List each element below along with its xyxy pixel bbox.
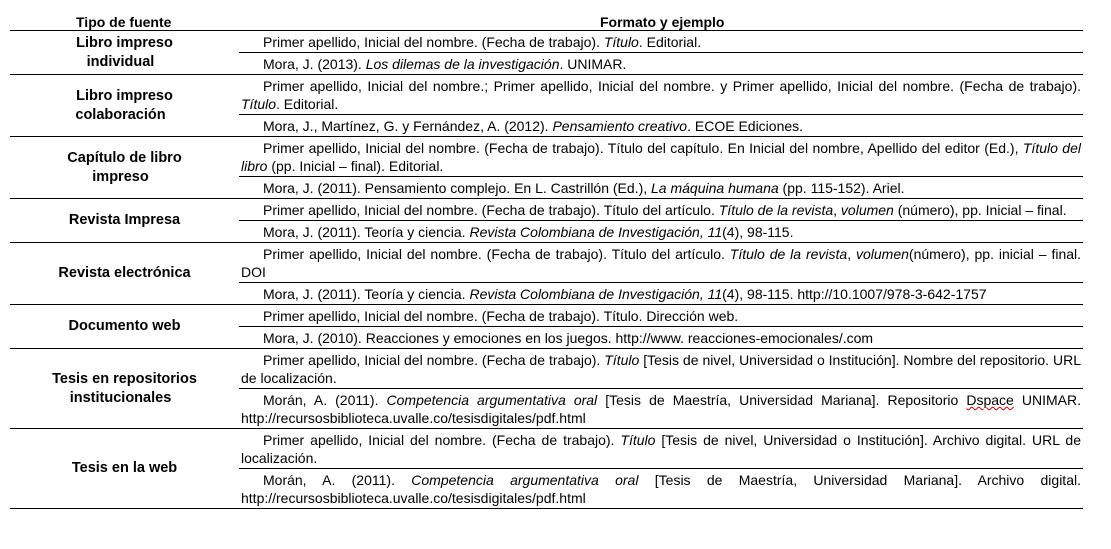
format-cell bbox=[239, 199, 1083, 221]
example-run: Competencia argumentativa oral bbox=[386, 392, 598, 408]
table-row bbox=[10, 429, 1083, 509]
table-row bbox=[10, 243, 1083, 305]
format-run: . Editorial. bbox=[276, 96, 339, 112]
example-run: Mora, J., Martínez, G. y Fernández, A. (2012). bbox=[263, 118, 553, 134]
table-row bbox=[10, 137, 1083, 199]
format-run: Título bbox=[604, 352, 640, 368]
example-cell bbox=[239, 327, 1083, 348]
source-type-line: Libro impreso bbox=[76, 34, 173, 51]
example-run: Mora, J. (2011). Pensamiento complejo. En L. Castrillón (Ed.), bbox=[263, 180, 652, 196]
source-type-line: Capítulo de libro bbox=[67, 149, 182, 166]
format-run: Título bbox=[620, 432, 656, 448]
example-run: [Tesis de Maestría, Universidad Mariana]. Repositorio bbox=[597, 392, 967, 408]
format-cell bbox=[239, 75, 1083, 115]
example-run: [Tesis de Maestría, Universidad Mariana]. Archivo digital. http://recursosbiblioteca.uvalle.co/tesisdigitales/pdf.html bbox=[241, 472, 1081, 506]
format-example-cells bbox=[239, 75, 1083, 136]
example-run: (4), 98-115. bbox=[722, 224, 794, 240]
format-run: . Editorial. bbox=[638, 34, 702, 50]
format-cell bbox=[239, 137, 1083, 177]
format-run: (pp. Inicial – final). Editorial. bbox=[267, 158, 444, 174]
example-cell bbox=[239, 115, 1083, 136]
format-run: Título de la revista bbox=[718, 202, 834, 218]
source-type-line: impreso bbox=[92, 168, 149, 185]
source-type-line: Tesis en repositorios bbox=[52, 370, 197, 387]
format-run: Título bbox=[241, 96, 277, 112]
format-run: Primer apellido, Inicial del nombre. (Fecha de trabajo). Título. Dirección web. bbox=[263, 308, 739, 324]
reference-format-table bbox=[10, 12, 1083, 509]
format-example-cells bbox=[239, 137, 1083, 198]
format-run: [Tesis de nivel, Universidad o Institución]. Archivo digital. URL de localización. bbox=[241, 432, 1082, 466]
source-type-line: Revista electrónica bbox=[58, 265, 191, 281]
source-type-line: institucionales bbox=[69, 389, 172, 406]
source-type-label bbox=[10, 243, 239, 304]
example-run: Mora, J. (2010). Reacciones y emociones en los juegos. http://www. reacciones-emocionales/.com bbox=[263, 330, 874, 346]
example-run: Mora, J. (2011). Teoría y ciencia. bbox=[263, 286, 470, 302]
example-run: Los dilemas de la investigación bbox=[365, 56, 560, 72]
format-example-cells bbox=[239, 243, 1083, 304]
example-run: Competencia argumentativa oral bbox=[411, 472, 639, 488]
format-cell bbox=[239, 243, 1083, 283]
format-run: , bbox=[833, 202, 841, 218]
example-run: La máquina humana bbox=[651, 180, 779, 196]
format-cell bbox=[239, 31, 1083, 53]
source-type-label bbox=[10, 137, 239, 198]
format-example-cells bbox=[239, 305, 1083, 348]
example-run: . UNIMAR. bbox=[559, 56, 627, 72]
format-run: (número), pp. inicial – final. DOI bbox=[241, 246, 1082, 280]
source-type-label bbox=[10, 31, 239, 74]
example-run: Mora, J. (2011). Teoría y ciencia. bbox=[263, 224, 470, 240]
table-row bbox=[10, 349, 1083, 429]
format-run: Título bbox=[603, 34, 639, 50]
format-cell bbox=[239, 305, 1083, 327]
table-header bbox=[10, 12, 1083, 31]
format-run: Primer apellido, Inicial del nombre. (Fecha de trabajo). bbox=[263, 34, 604, 50]
source-type-label bbox=[10, 305, 239, 348]
source-type-label bbox=[10, 75, 239, 136]
example-run: Revista Colombiana de Investigación, 11 bbox=[469, 224, 723, 240]
format-run: Primer apellido, Inicial del nombre.; Primer apellido, Inicial del nombre. y Primer apellido, Inicial del nombre. (Fecha de trabajo). bbox=[263, 78, 1081, 94]
header-format-example: Formato y ejemplo bbox=[600, 14, 725, 30]
format-run: Primer apellido, Inicial del nombre. (Fecha de trabajo). Título del artículo. bbox=[263, 246, 730, 262]
table-row bbox=[10, 305, 1083, 349]
format-cell bbox=[239, 349, 1083, 389]
example-cell bbox=[239, 389, 1083, 428]
example-run: Morán, A. (2011). bbox=[263, 392, 387, 408]
header-source-type: Tipo de fuente bbox=[76, 14, 172, 30]
source-type-line: Revista Impresa bbox=[68, 212, 181, 228]
table-body bbox=[10, 31, 1083, 509]
table-row bbox=[10, 75, 1083, 137]
example-cell bbox=[239, 53, 1083, 74]
format-run: volumen bbox=[840, 202, 894, 218]
format-example-cells bbox=[239, 31, 1083, 74]
example-run: Morán, A. (2011). bbox=[263, 472, 412, 488]
example-run: Pensamiento creativo bbox=[552, 118, 688, 134]
example-run: UNIMAR. http://recursosbiblioteca.uvalle.co/tesisdigitales/pdf.html bbox=[241, 392, 1082, 426]
example-cell bbox=[239, 221, 1083, 242]
example-run: Mora, J. (2013). bbox=[263, 56, 366, 72]
source-type-line: individual bbox=[86, 53, 155, 70]
example-run: . ECOE Ediciones. bbox=[687, 118, 804, 134]
format-run: Primer apellido, Inicial del nombre. (Fecha de trabajo). bbox=[263, 432, 621, 448]
example-run: (pp. 115-152). Ariel. bbox=[778, 180, 905, 196]
example-cell bbox=[239, 469, 1083, 508]
format-run: Primer apellido, Inicial del nombre. (Fecha de trabajo). Título del artículo. bbox=[263, 202, 719, 218]
source-type-line: Documento web bbox=[68, 318, 181, 334]
format-run: Título del libro bbox=[241, 140, 1081, 174]
table-row bbox=[10, 31, 1083, 75]
format-run: Primer apellido, Inicial del nombre. (Fecha de trabajo). Título del capítulo. En Inicial del nombre, Apellido del editor (Ed.), bbox=[263, 140, 1023, 156]
format-run: Primer apellido, Inicial del nombre. (Fecha de trabajo). bbox=[263, 352, 605, 368]
example-cell bbox=[239, 283, 1083, 304]
format-run: volumen bbox=[856, 246, 909, 262]
format-example-cells bbox=[239, 429, 1083, 508]
format-run: Título de la revista bbox=[729, 246, 848, 262]
table-row bbox=[10, 199, 1083, 243]
format-cell bbox=[239, 429, 1083, 469]
example-cell bbox=[239, 177, 1083, 198]
source-type-line: Libro impreso bbox=[76, 87, 173, 104]
example-run: (4), 98-115. http://10.1007/978-3-642-1757 bbox=[722, 286, 987, 302]
source-type-label bbox=[10, 349, 239, 428]
format-run: , bbox=[847, 246, 856, 262]
example-run: Revista Colombiana de Investigación, 11 bbox=[469, 286, 723, 302]
example-run: Dspace bbox=[966, 392, 1014, 408]
source-type-label bbox=[10, 429, 239, 508]
source-type-line: colaboración bbox=[75, 106, 166, 123]
source-type-line: Tesis en la web bbox=[71, 460, 178, 476]
source-type-label bbox=[10, 199, 239, 242]
format-example-cells bbox=[239, 349, 1083, 428]
format-example-cells bbox=[239, 199, 1083, 242]
format-run: [Tesis de nivel, Universidad o Institución]. Nombre del repositorio. URL de localización. bbox=[241, 352, 1081, 386]
format-run: (número), pp. Inicial – final. bbox=[893, 202, 1067, 218]
